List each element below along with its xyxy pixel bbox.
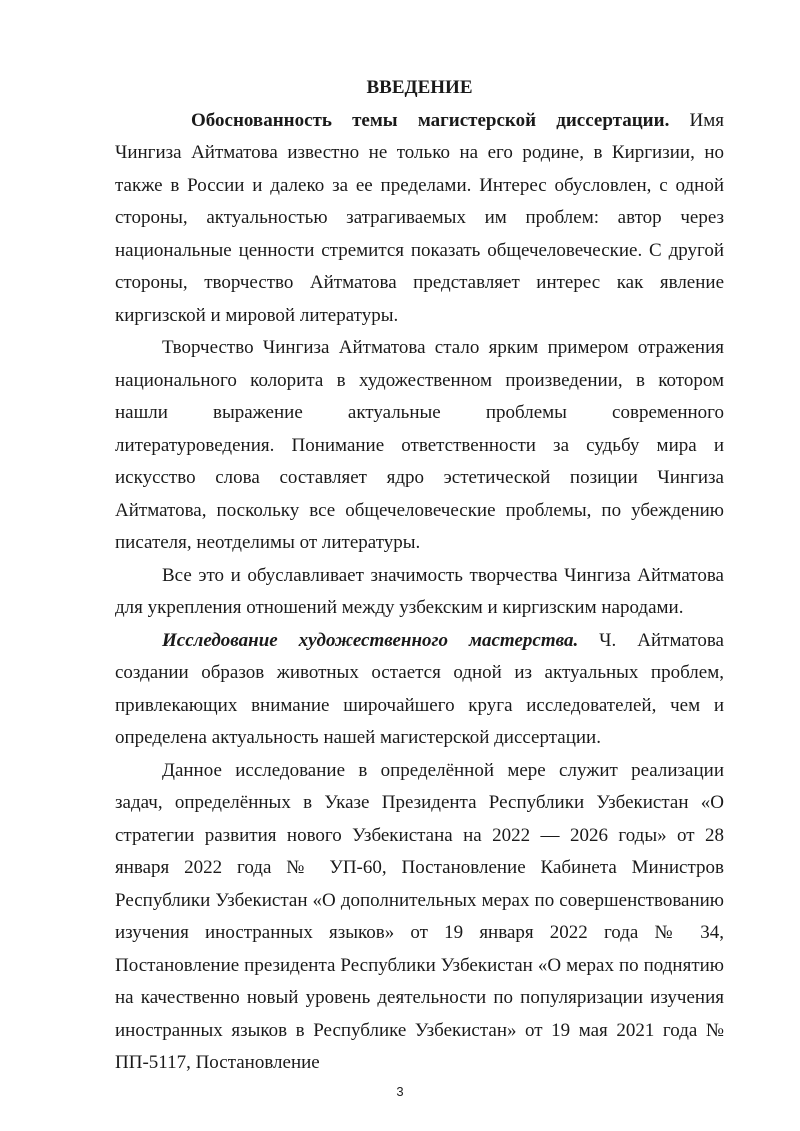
paragraph-significance: [115, 560, 724, 625]
page-number: 3: [396, 1084, 404, 1099]
paragraph-lead: Исследование художественного мастерства.: [162, 629, 579, 651]
paragraph-lead: Обоснованность темы магистерской диссертации.: [191, 109, 670, 131]
paragraph-legal-basis: [115, 755, 724, 1080]
paragraph-creativity: [115, 332, 724, 560]
paragraph-text: Творчество Чингиза Айтматова стало ярким примером отражения национального колорита в художественном произведении, в котором нашли выражение актуальные проблемы современного литературоведения. Понимание ответственности за судьбу мира и искусство слова составляет ядро эстетической позиции Чингиза Айтматова, поскольку все общечеловеческие проблемы, по убеждению писателя, неотделимы от литературы.: [115, 337, 724, 553]
paragraph-text: Все это и обуславливает значимость творчества Чингиза Айтматова для укрепления отношений между узбекским и киргизским народами.: [115, 564, 724, 618]
paragraph-research: [115, 625, 724, 755]
paragraph-relevance: [115, 105, 724, 333]
section-heading: ВВЕДЕНИЕ: [366, 77, 473, 98]
paragraph-text: Имя Чингиза Айтматова известно не только на его родине, в Киргизии, но также в России и далеко за ее пределами. Интерес обусловлен, с одной стороны, актуальностью затрагиваемых им проблем: автор через национальные ценности стремится показать общечеловеческие. С другой стороны, творчество Айтматова представляет интерес как явление киргизской и мировой литературы.: [115, 109, 725, 326]
paragraph-text: Данное исследование в определённой мере служит реализации задач, определённых в Указе Президента Республики Узбекистан «О стратегии развития нового Узбекистана на 2022 — 2026 годы» от 28 января 2022 года № УП-60, Постановление Кабинета Министров Республики Узбекистан «О дополнительных мерах по совершенствованию изучения иностранных языков» от 19 января 2022 года № 34, Постановление президента Республики Узбекистан «О мерах по поднятию на качественно новый уровень деятельности по популяризации изучения иностранных языков в Республике Узбекистан» от 19 мая 2021 года № ПП-5117, Постановление: [115, 759, 724, 1073]
paragraph-text: Ч. Айтматова создании образов животных остается одной из актуальных проблем, привлекающих внимание широчайшего круга исследователей, чем и определена актуальность нашей магистерской диссертации.: [115, 629, 724, 748]
page-content: [115, 72, 724, 1080]
